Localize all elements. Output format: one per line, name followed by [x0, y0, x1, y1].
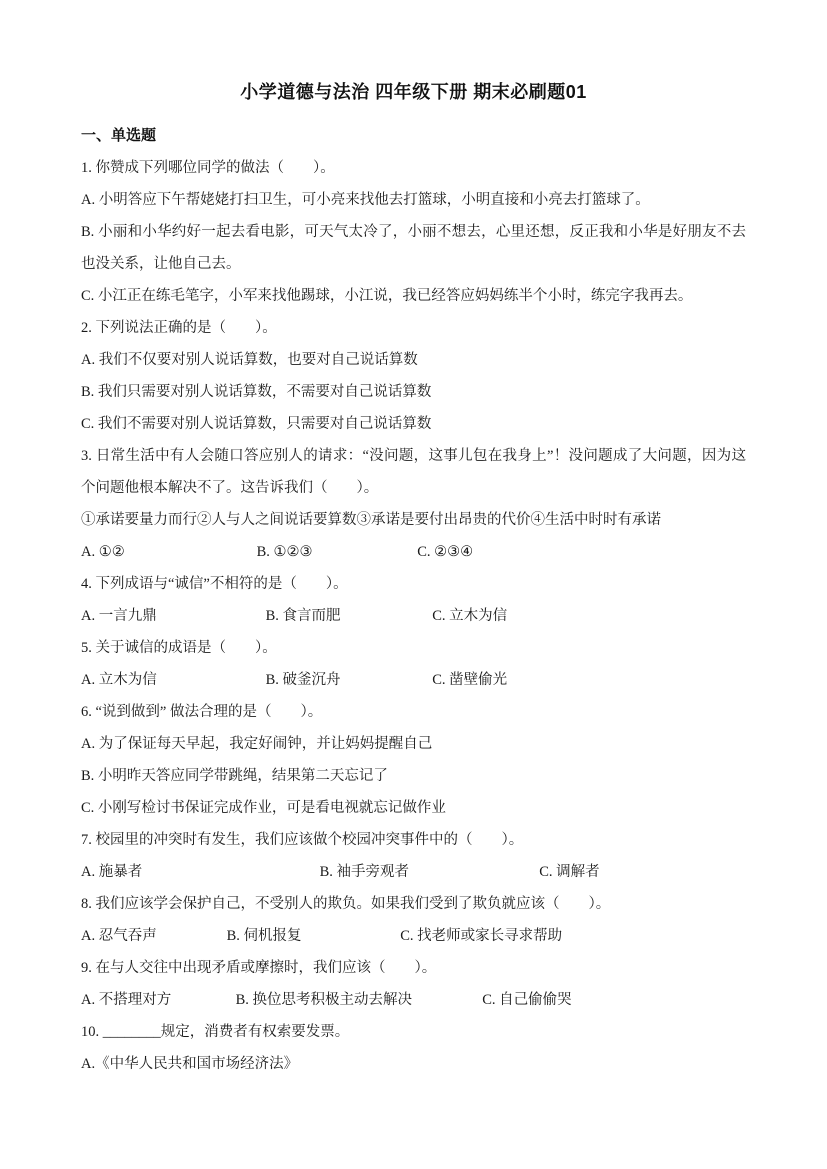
- question-5-options-row: [81, 664, 746, 696]
- question-10-option-a: A.《中华人民共和国市场经济法》: [81, 1056, 299, 1072]
- question-3-options-row: [81, 536, 746, 568]
- question-5-stem: 5. 关于诚信的成语是（ ）。: [81, 640, 277, 656]
- page-title: 小学道德与法治 四年级下册 期末必刷题01: [240, 82, 587, 102]
- question-2-option-c: C. 我们不需要对别人说话算数，只需要对自己说话算数: [81, 416, 432, 432]
- question-3-statements: ①承诺要量力而行②人与人之间说话要算数③承诺是要付出昂贵的代价④生活中时时有承诺: [81, 512, 661, 528]
- question-6-option-c: C. 小刚写检讨书保证完成作业，可是看电视就忘记做作业: [81, 800, 446, 816]
- question-9-option-c: C. 自己偷偷哭: [482, 992, 572, 1008]
- question-1-option-c: C. 小江正在练毛笔字，小军来找他踢球，小江说，我已经答应妈妈练半个小时，练完字我再去。: [81, 288, 693, 304]
- question-8-options-row: [81, 920, 746, 952]
- question-6-option-b: B. 小明昨天答应同学带跳绳，结果第二天忘记了: [81, 768, 388, 784]
- question-2-option-a: A. 我们不仅要对别人说话算数，也要对自己说话算数: [81, 352, 418, 368]
- question-9-options-row: [81, 984, 746, 1016]
- question-6-stem: 6. “说到做到” 做法合理的是（ ）。: [81, 704, 323, 720]
- question-3-option-c: C. ②③④: [417, 544, 474, 560]
- question-8-option-c: C. 找老师或家长寻求帮助: [400, 928, 563, 944]
- question-1-option-b: B. 小丽和小华约好一起去看电影，可天气太冷了，小丽不想去，心里还想，反正我和小华是好朋友不去也没关系，让他自己去。: [81, 224, 746, 272]
- question-9-option-b: B. 换位思考积极主动去解决: [235, 992, 413, 1008]
- question-4-option-c: C. 立木为信: [432, 608, 508, 624]
- question-8-stem: 8. 我们应该学会保护自己，不受别人的欺负。如果我们受到了欺负就应该（ ）。: [81, 896, 611, 912]
- question-7-option-a: A. 施暴者: [81, 864, 143, 880]
- question-9-stem: 9. 在与人交往中出现矛盾或摩擦时，我们应该（ ）。: [81, 960, 437, 976]
- question-3-option-b: B. ①②③: [256, 544, 313, 560]
- question-7-stem: 7. 校园里的冲突时有发生，我们应该做个校园冲突事件中的（ ）。: [81, 832, 524, 848]
- question-2-option-b: B. 我们只需要对别人说话算数，不需要对自己说话算数: [81, 384, 432, 400]
- question-1-stem: 1. 你赞成下列哪位同学的做法（ ）。: [81, 160, 335, 176]
- question-4-option-a: A. 一言九鼎: [81, 608, 157, 624]
- question-9-option-a: A. 不搭理对方: [81, 992, 172, 1008]
- section-heading: 一、单选题: [81, 127, 157, 144]
- question-7-options-row: [81, 856, 746, 888]
- question-4-stem: 4. 下列成语与“诚信”不相符的是（ ）。: [81, 576, 348, 592]
- question-5-option-a: A. 立木为信: [81, 672, 157, 688]
- question-5-option-b: B. 破釜沉舟: [265, 672, 341, 688]
- question-7-option-b: B. 袖手旁观者: [319, 864, 410, 880]
- question-4-option-b: B. 食言而肥: [265, 608, 341, 624]
- question-7-option-c: C. 调解者: [539, 864, 600, 880]
- question-4-options-row: [81, 600, 746, 632]
- question-3-option-a: A. ①②: [81, 544, 125, 560]
- question-1-option-a: A. 小明答应下午帮姥姥打扫卫生，可小亮来找他去打篮球，小明直接和小亮去打篮球了。: [81, 192, 650, 208]
- question-10-stem: 10. ________规定，消费者有权索要发票。: [81, 1024, 350, 1040]
- question-8-option-b: B. 伺机报复: [226, 928, 302, 944]
- question-3-stem: 3. 日常生活中有人会随口答应别人的请求：“没问题，这事儿包在我身上”！没问题成了大问题，因为这个问题他根本解决不了。这告诉我们（ ）。: [81, 448, 746, 496]
- question-5-option-c: C. 凿壁偷光: [432, 672, 508, 688]
- question-8-option-a: A. 忍气吞声: [81, 928, 157, 944]
- question-2-stem: 2. 下列说法正确的是（ ）。: [81, 320, 277, 336]
- question-6-option-a: A. 为了保证每天早起，我定好闹钟，并让妈妈提醒自己: [81, 736, 433, 752]
